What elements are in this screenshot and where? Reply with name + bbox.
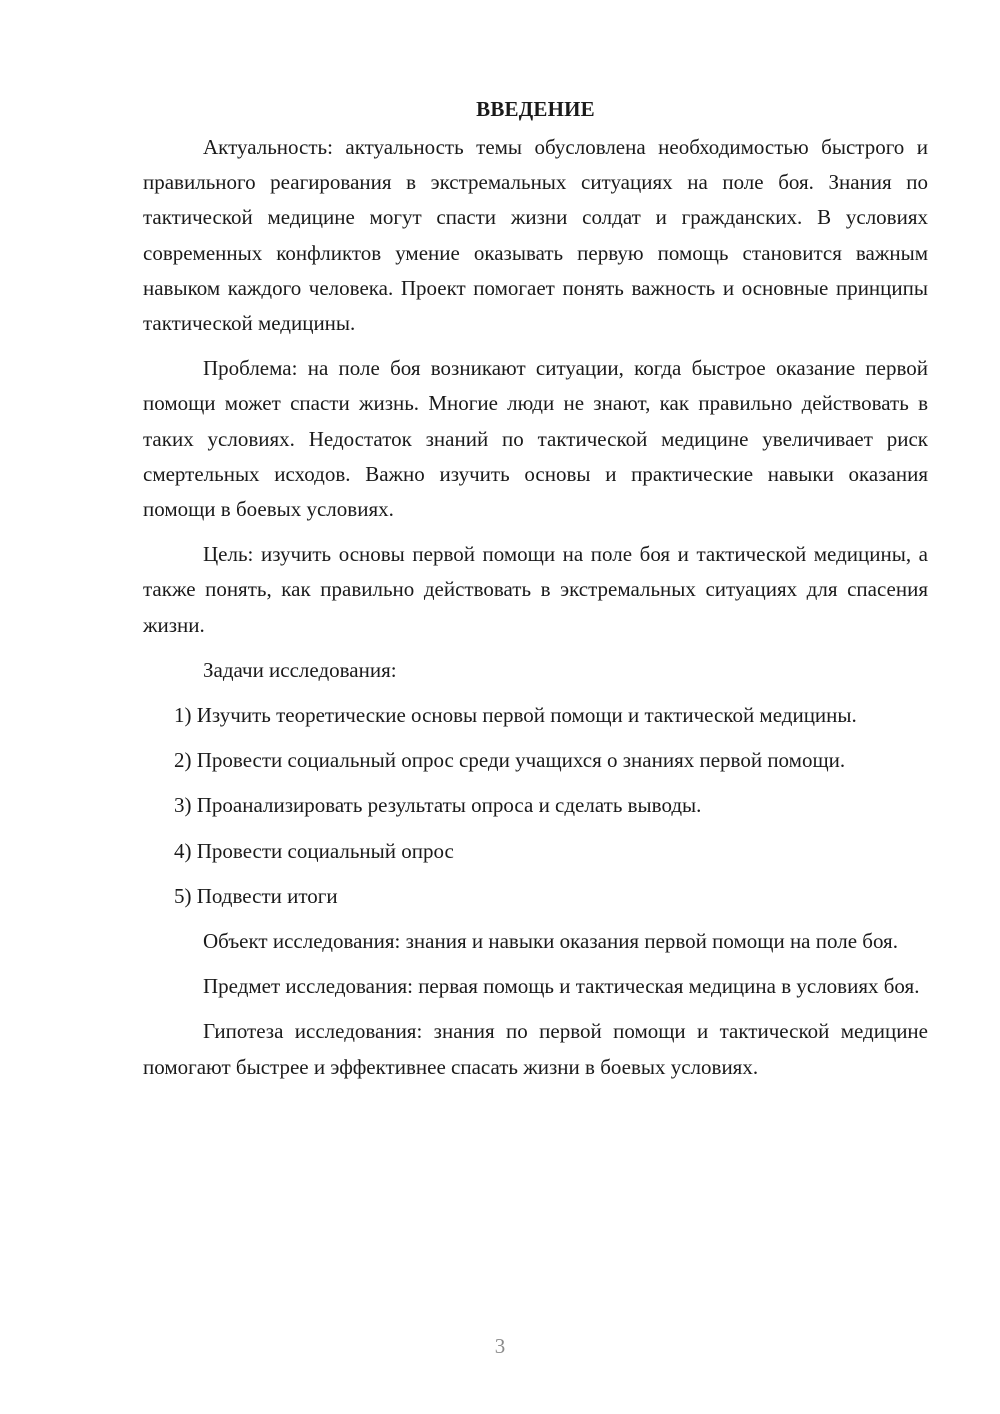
hypothesis-paragraph: Гипотеза исследования: знания по первой помощи и тактической медицине помогают быстрее и эффективнее спасать жизни в боевых условиях. — [143, 1019, 928, 1079]
object-paragraph: Объект исследования: знания и навыки оказания первой помощи на поле боя. — [203, 929, 898, 954]
document-page — [143, 92, 928, 1085]
task-item: 1) Изучить теоретические основы первой помощи и тактической медицины. — [174, 703, 857, 728]
page-number: 3 — [494, 1334, 506, 1358]
tasks-title: Задачи исследования: — [203, 657, 397, 682]
task-item: 4) Провести социальный опрос — [174, 838, 454, 863]
task-item: 3) Проанализировать результаты опроса и сделать выводы. — [174, 793, 702, 818]
task-item: 5) Подвести итоги — [174, 883, 338, 908]
task-item: 2) Провести социальный опрос среди учащихся о знаниях первой помощи. — [174, 748, 846, 773]
problem-paragraph: Проблема: на поле боя возникают ситуации, когда быстрое оказание первой помощи может спасти жизнь. Многие люди не знают, как правильно действовать в таких условиях. Недостаток знаний по тактической медицине увеличивает риск смертельных исходов. Важно изучить основы и практические навыки оказания помощи в боевых условиях. — [143, 356, 928, 522]
goal-paragraph: Цель: изучить основы первой помощи на поле боя и тактической медицины, а также понять, как правильно действовать в экстремальных ситуациях для спасения жизни. — [143, 542, 928, 637]
subject-paragraph: Предмет исследования: первая помощь и тактическая медицина в условиях боя. — [203, 974, 920, 999]
relevance-paragraph: Актуальность: актуальность темы обусловлена необходимостью быстрого и правильного реагирования в экстремальных ситуациях на поле боя. Знания по тактической медицине могут спасти жизни солдат и гражданских. В условиях современных конфликтов умение оказывать первую помощь становится важным навыком каждого человека. Проект помогает понять важность и основные принципы тактической медицины. — [143, 135, 928, 336]
section-heading: ВВЕДЕНИЕ — [476, 97, 595, 121]
